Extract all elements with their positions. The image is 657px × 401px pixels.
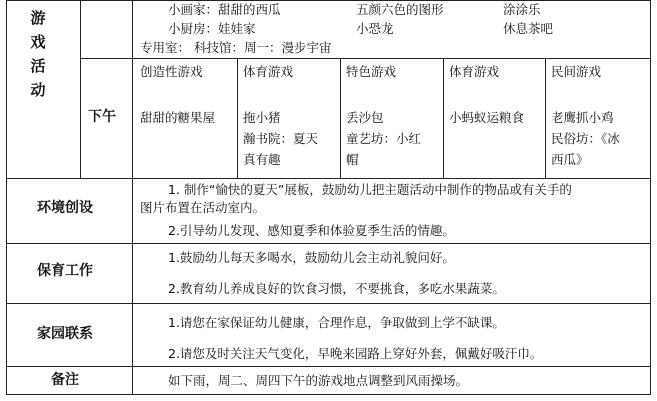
game-type: 体育游戏 — [449, 64, 500, 79]
table-rule — [545, 58, 546, 178]
game-line: 丢沙包 — [346, 110, 384, 125]
table-rule — [237, 58, 238, 178]
table-rule — [80, 58, 650, 59]
section-item: 1.请您在家保证幼儿健康，合理作息，争取做到上学不缺课。 — [168, 315, 505, 330]
section-item: 1.鼓励幼儿每天多喝水，鼓励幼儿会主动礼貌问好。 — [168, 250, 455, 265]
table-border-left — [6, 0, 7, 395]
section-label-remarks: 备注 — [51, 372, 79, 388]
table-rule — [6, 303, 650, 304]
table-rule — [340, 58, 341, 178]
game-line: 甜甜的糖果屋 — [140, 110, 216, 125]
morning-item: 小画家：甜甜的西瓜 — [168, 2, 281, 17]
table-rule — [6, 243, 650, 244]
game-type: 创造性游戏 — [140, 64, 203, 79]
game-line: 帽 — [346, 152, 359, 167]
table-border-top — [6, 0, 650, 1]
game-line: 西瓜》 — [551, 152, 589, 167]
morning-item: 涂涂乐 — [503, 2, 541, 17]
special-room-line: 专用室： 科技馆：周一：漫步宇宙 — [140, 40, 332, 55]
game-type: 体育游戏 — [243, 64, 294, 79]
table-border-right — [650, 0, 651, 395]
section-label-environment: 环境创设 — [37, 200, 93, 216]
section-item: 1. 制作“愉快的夏天”展板，鼓励幼儿把主题活动中制作的物品或有关手的 — [168, 182, 572, 197]
game-line: 童艺坊：小红 — [346, 131, 422, 146]
game-line: 民俗坊：《冰 — [551, 131, 620, 146]
section-item: 2.教育幼儿养成良好的饮食习惯，不要挑食，多吃水果蔬菜。 — [168, 281, 505, 296]
table-rule — [6, 366, 650, 367]
game-type: 特色游戏 — [346, 64, 397, 79]
game-line: 真有趣 — [243, 152, 281, 167]
morning-item: 小恐龙 — [356, 21, 394, 36]
game-cell — [243, 107, 318, 170]
table-rule — [6, 178, 650, 179]
table-rule — [132, 0, 133, 395]
game-line: 瀚书院：夏天 — [243, 131, 319, 146]
table-border-bottom — [6, 394, 650, 395]
game-cell — [140, 107, 215, 128]
section-item: 2.引导幼儿发现、感知夏季和体验夏季生活的情趣。 — [168, 223, 455, 238]
section-label-care: 保育工作 — [37, 263, 93, 279]
afternoon-label: 下午 — [88, 109, 116, 125]
section-item: 2.请您及时关注天气变化，早晚来园路上穿好外套，佩戴好吸汗巾。 — [168, 346, 543, 361]
game-cell — [551, 107, 620, 170]
game-line: 老鹰抓小鸡 — [551, 110, 614, 125]
morning-item: 五颜六色的图形 — [356, 2, 444, 17]
section-label-home-school: 家园联系 — [37, 326, 93, 342]
game-cell — [346, 107, 421, 170]
table-rule — [443, 58, 444, 178]
games-activity-label: 游戏活动 — [30, 9, 46, 99]
game-cell — [449, 107, 524, 128]
game-line: 小蚂蚁运粮食 — [449, 110, 525, 125]
game-line: 拖小猪 — [243, 110, 281, 125]
table-rule — [80, 0, 81, 178]
section-item: 如下雨，周二、周四下午的游戏地点调整到风雨操场。 — [168, 373, 469, 388]
game-type: 民间游戏 — [551, 64, 602, 79]
morning-item: 休息茶吧 — [503, 21, 554, 36]
section-item: 图片布置在活动室内。 — [140, 200, 266, 215]
morning-item: 小厨房：娃娃家 — [168, 21, 256, 36]
